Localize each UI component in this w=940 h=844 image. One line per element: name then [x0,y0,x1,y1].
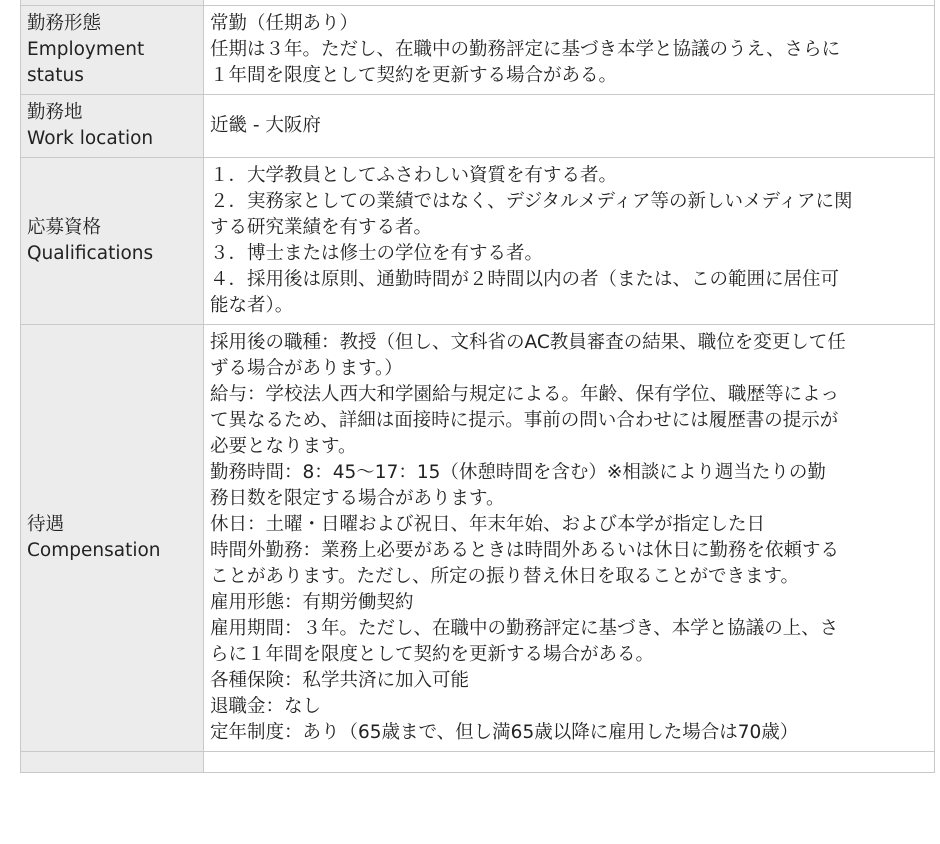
row-label-work-location [21,95,204,158]
value-line: １．大学教員としてふさわしい資質を有する者。 [210,165,618,186]
value-line: 退職金：なし [210,696,322,717]
value-line: 近畿 - 大阪府 [210,115,321,136]
next-row-stub [21,752,935,773]
value-line: 能な者）。 [210,295,294,316]
row-label-en: status [27,65,84,86]
row-label-compensation [21,325,204,752]
value-line: らに１年間を限度として契約を更新する場合がある。 [210,644,655,665]
value-line: 各種保険：私学共済に加入可能 [210,670,470,691]
table-row-work-location [21,95,935,158]
value-line: 任期は３年。ただし、在職中の勤務評定に基づき本学と協議のうえ、さらに [210,39,841,60]
row-label-ja: 勤務形態 [27,13,102,34]
value-line: ずる場合があります。） [210,358,403,379]
row-label-ja: 待遇 [27,514,65,535]
table-row-compensation [21,325,935,752]
table-row-qualifications [21,158,935,325]
row-value-qualifications [204,158,935,325]
row-label-en: Employment [27,39,145,60]
row-label-qualifications [21,158,204,325]
value-line: 給与：学校法人西大和学園給与規定による。年齢、保有学位、職歴等によっ [210,384,840,405]
value-line: ４．採用後は原則、通勤時間が２時間以内の者（または、この範囲に居住可 [210,269,840,290]
table-row-employment-status [21,6,935,95]
value-line: ことがあります。ただし、所定の振り替え休日を取ることができます。 [210,566,800,587]
value-line: 雇用期間：３年。ただし、在職中の勤務評定に基づき、本学と協議の上、さ [210,618,839,639]
value-line: 勤務時間：8：45〜17：15（休憩時間を含む）※相談により週当たりの勤 [210,462,826,483]
next-row-value [204,752,935,773]
value-line: ３．博士または修士の学位を有する者。 [210,243,544,264]
value-line: 雇用形態：有期労働契約 [210,592,414,613]
value-line: する研究業績を有する者。 [210,217,433,238]
row-label-ja: 勤務地 [27,102,83,123]
value-line: 務日数を限定する場合があります。 [210,488,505,509]
value-line: 必要となります。 [210,436,357,457]
job-details-sheet [20,0,935,773]
row-label-en: Qualifications [27,243,154,264]
value-line: 定年制度：あり（65歳まで、但し満65歳以降に雇用した場合は70歳） [210,722,799,743]
row-label-en: Compensation [27,540,161,561]
value-line: て異なるため、詳細は面接時に提示。事前の問い合わせには履歴書の提示が [210,410,839,431]
job-details-table [20,0,935,773]
value-line: 採用後の職種：教授（但し、文科省のAC教員審査の結果、職位を変更して任 [210,332,846,353]
row-label-en: Work location [27,128,154,149]
row-label-ja: 応募資格 [27,217,102,238]
row-label-employment-status [21,6,204,95]
row-value-employment-status [204,6,935,95]
value-line: 常勤（任期あり） [210,13,359,34]
value-line: ２．実務家としての業績ではなく、デジタルメディア等の新しいメディアに関 [210,191,853,212]
value-line: 休日：土曜・日曜および祝日、年末年始、および本学が指定した日 [210,514,766,535]
row-value-work-location [204,95,935,158]
value-line: １年間を限度として契約を更新する場合がある。 [210,65,618,86]
value-line: 時間外勤務：業務上必要があるときは時間外あるいは休日に勤務を依頼する [210,540,840,561]
next-row-label [21,752,204,773]
row-value-compensation [204,325,935,752]
